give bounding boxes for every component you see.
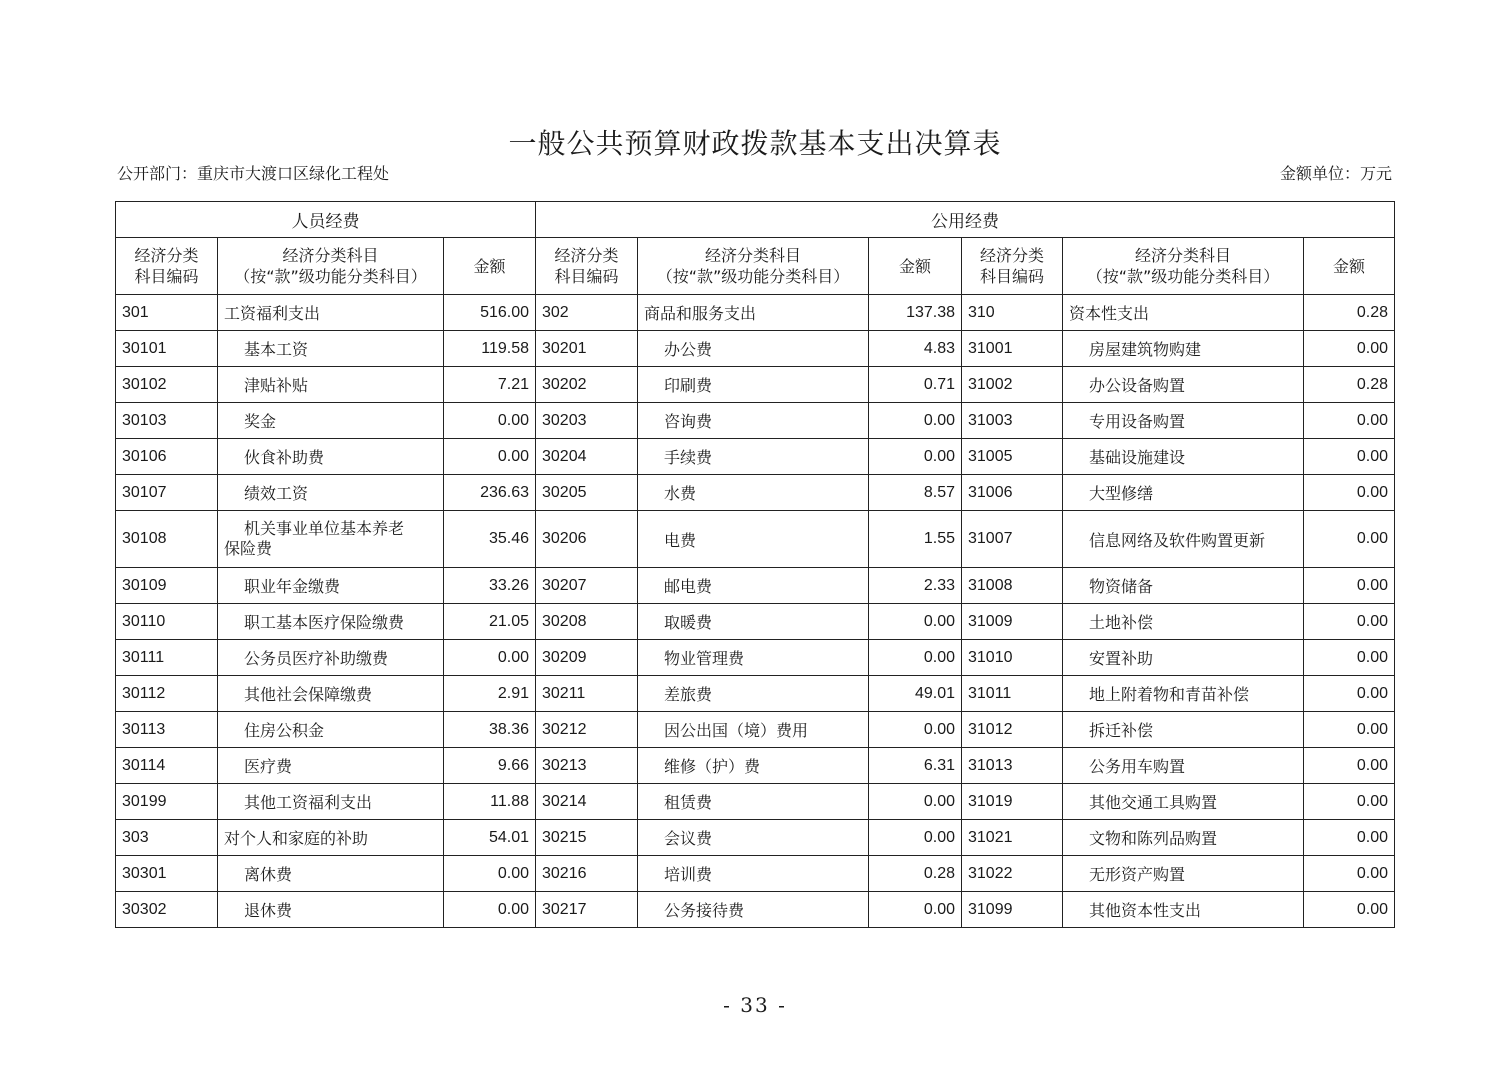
name-cell: 会议费 — [638, 820, 869, 856]
amount-cell: 0.00 — [1304, 784, 1395, 820]
name-cell: 其他社会保障缴费 — [218, 676, 444, 712]
name-cell: 津贴补贴 — [218, 367, 444, 403]
name-cell: 物资储备 — [1063, 568, 1304, 604]
table-row — [116, 748, 1395, 784]
name-cell: 文物和陈列品购置 — [1063, 820, 1304, 856]
code-cell: 31009 — [962, 604, 1063, 640]
group-personnel: 人员经费 — [116, 202, 536, 238]
name-cell: 房屋建筑物购建 — [1063, 331, 1304, 367]
name-cell: 手续费 — [638, 439, 869, 475]
amount-cell: 0.00 — [1304, 640, 1395, 676]
table-row — [116, 439, 1395, 475]
header-amount-3: 金额 — [1304, 238, 1395, 295]
amount-cell: 0.00 — [1304, 403, 1395, 439]
header-amount-2: 金额 — [869, 238, 962, 295]
amount-cell: 11.88 — [444, 784, 536, 820]
amount-cell: 0.71 — [869, 367, 962, 403]
amount-cell: 8.57 — [869, 475, 962, 511]
code-cell: 30101 — [116, 331, 218, 367]
name-cell: 工资福利支出 — [218, 295, 444, 331]
name-cell: 物业管理费 — [638, 640, 869, 676]
amount-cell: 1.55 — [869, 511, 962, 568]
department-label: 公开部门：重庆市大渡口区绿化工程处 — [117, 164, 390, 183]
table-row — [116, 892, 1395, 928]
amount-cell: 49.01 — [869, 676, 962, 712]
code-cell: 31002 — [962, 367, 1063, 403]
code-cell: 31010 — [962, 640, 1063, 676]
code-cell: 30110 — [116, 604, 218, 640]
code-cell: 31019 — [962, 784, 1063, 820]
name-cell: 职业年金缴费 — [218, 568, 444, 604]
name-cell: 差旅费 — [638, 676, 869, 712]
name-cell — [218, 511, 444, 568]
amount-cell: 0.28 — [1304, 367, 1395, 403]
amount-cell: 0.00 — [869, 403, 962, 439]
code-cell: 31011 — [962, 676, 1063, 712]
code-cell: 30103 — [116, 403, 218, 439]
table-row — [116, 820, 1395, 856]
name-cell: 公务接待费 — [638, 892, 869, 928]
code-cell: 30201 — [536, 331, 638, 367]
amount-cell: 0.00 — [869, 820, 962, 856]
name-cell: 公务用车购置 — [1063, 748, 1304, 784]
code-cell: 30301 — [116, 856, 218, 892]
name-cell: 资本性支出 — [1063, 295, 1304, 331]
code-cell: 30202 — [536, 367, 638, 403]
code-cell: 30302 — [116, 892, 218, 928]
header-amount-1: 金额 — [444, 238, 536, 295]
amount-cell: 6.31 — [869, 748, 962, 784]
header-code-2: 经济分类科目编码 — [536, 238, 638, 295]
name-cell: 租赁费 — [638, 784, 869, 820]
code-cell: 310 — [962, 295, 1063, 331]
name-cell: 水费 — [638, 475, 869, 511]
amount-cell: 0.00 — [1304, 892, 1395, 928]
name-cell: 办公费 — [638, 331, 869, 367]
name-cell: 邮电费 — [638, 568, 869, 604]
code-cell: 31022 — [962, 856, 1063, 892]
code-cell: 31006 — [962, 475, 1063, 511]
table-row — [116, 511, 1395, 568]
amount-cell: 0.00 — [869, 892, 962, 928]
amount-cell: 236.63 — [444, 475, 536, 511]
page-title: 一般公共预算财政拨款基本支出决算表 — [508, 127, 1002, 160]
header-name-3 — [1063, 238, 1304, 295]
amount-cell: 0.28 — [1304, 295, 1395, 331]
header-name-line2: （按“款”级功能分类科目） — [234, 267, 427, 286]
code-cell: 31008 — [962, 568, 1063, 604]
name-cell: 拆迁补偿 — [1063, 712, 1304, 748]
amount-cell: 0.00 — [1304, 511, 1395, 568]
amount-cell: 33.26 — [444, 568, 536, 604]
code-cell: 30204 — [536, 439, 638, 475]
code-cell: 302 — [536, 295, 638, 331]
header-name-line2: （按“款”级功能分类科目） — [656, 267, 850, 286]
table-row — [116, 604, 1395, 640]
code-cell: 30106 — [116, 439, 218, 475]
table-row — [116, 712, 1395, 748]
name-cell: 维修（护）费 — [638, 748, 869, 784]
name-cell: 对个人和家庭的补助 — [218, 820, 444, 856]
expenditure-table — [115, 201, 1395, 928]
name-cell: 公务员医疗补助缴费 — [218, 640, 444, 676]
code-cell: 31003 — [962, 403, 1063, 439]
code-cell: 31021 — [962, 820, 1063, 856]
code-cell: 30113 — [116, 712, 218, 748]
amount-cell: 0.00 — [1304, 676, 1395, 712]
name-cell: 专用设备购置 — [1063, 403, 1304, 439]
name-cell: 咨询费 — [638, 403, 869, 439]
code-cell: 30107 — [116, 475, 218, 511]
amount-cell: 7.21 — [444, 367, 536, 403]
table-row — [116, 331, 1395, 367]
code-cell: 31013 — [962, 748, 1063, 784]
code-cell: 31007 — [962, 511, 1063, 568]
code-cell: 30213 — [536, 748, 638, 784]
code-cell: 30216 — [536, 856, 638, 892]
code-cell: 30211 — [536, 676, 638, 712]
code-cell: 30206 — [536, 511, 638, 568]
code-cell: 30114 — [116, 748, 218, 784]
table-row — [116, 367, 1395, 403]
page-number: - 33 - — [723, 993, 787, 1017]
code-cell: 30215 — [536, 820, 638, 856]
amount-cell: 137.38 — [869, 295, 962, 331]
code-cell: 31099 — [962, 892, 1063, 928]
amount-cell: 0.00 — [1304, 748, 1395, 784]
header-name-line1: 经济分类科目 — [282, 246, 379, 265]
code-cell: 30207 — [536, 568, 638, 604]
name-cell: 培训费 — [638, 856, 869, 892]
unit-label: 金额单位：万元 — [1279, 164, 1392, 183]
table-row — [116, 403, 1395, 439]
name-cell: 绩效工资 — [218, 475, 444, 511]
amount-cell: 0.28 — [869, 856, 962, 892]
amount-cell: 0.00 — [869, 784, 962, 820]
amount-cell: 0.00 — [1304, 475, 1395, 511]
name-cell: 商品和服务支出 — [638, 295, 869, 331]
amount-cell: 35.46 — [444, 511, 536, 568]
code-cell: 30205 — [536, 475, 638, 511]
amount-cell: 0.00 — [1304, 712, 1395, 748]
amount-cell: 9.66 — [444, 748, 536, 784]
code-cell: 30209 — [536, 640, 638, 676]
name-cell: 取暖费 — [638, 604, 869, 640]
amount-cell: 38.36 — [444, 712, 536, 748]
table-row — [116, 475, 1395, 511]
name-cell: 其他交通工具购置 — [1063, 784, 1304, 820]
header-name-line2: （按“款”级功能分类科目） — [1086, 267, 1280, 286]
name-cell: 大型修缮 — [1063, 475, 1304, 511]
amount-cell: 0.00 — [444, 892, 536, 928]
amount-cell: 54.01 — [444, 820, 536, 856]
header-name-line1: 经济分类科目 — [704, 246, 801, 265]
amount-cell: 0.00 — [1304, 820, 1395, 856]
amount-cell: 2.91 — [444, 676, 536, 712]
code-cell: 30199 — [116, 784, 218, 820]
amount-cell: 4.83 — [869, 331, 962, 367]
code-cell: 30212 — [536, 712, 638, 748]
name-cell: 印刷费 — [638, 367, 869, 403]
amount-cell: 21.05 — [444, 604, 536, 640]
name-cell-line2: 保险费 — [224, 539, 273, 558]
amount-cell: 0.00 — [869, 439, 962, 475]
table-row — [116, 784, 1395, 820]
table-row — [116, 856, 1395, 892]
amount-cell: 0.00 — [869, 640, 962, 676]
amount-cell: 0.00 — [444, 640, 536, 676]
code-cell: 31001 — [962, 331, 1063, 367]
code-cell: 303 — [116, 820, 218, 856]
code-cell: 30217 — [536, 892, 638, 928]
code-cell: 30208 — [536, 604, 638, 640]
code-cell: 30214 — [536, 784, 638, 820]
table-row — [116, 295, 1395, 331]
amount-cell: 0.00 — [444, 856, 536, 892]
code-cell: 31012 — [962, 712, 1063, 748]
name-cell: 安置补助 — [1063, 640, 1304, 676]
amount-cell: 119.58 — [444, 331, 536, 367]
name-cell: 其他资本性支出 — [1063, 892, 1304, 928]
table-row — [116, 640, 1395, 676]
amount-cell: 0.00 — [444, 403, 536, 439]
code-cell: 30112 — [116, 676, 218, 712]
name-cell: 基础设施建设 — [1063, 439, 1304, 475]
name-cell: 退休费 — [218, 892, 444, 928]
name-cell: 电费 — [638, 511, 869, 568]
code-cell: 30109 — [116, 568, 218, 604]
amount-cell: 0.00 — [1304, 568, 1395, 604]
amount-cell: 0.00 — [1304, 331, 1395, 367]
name-cell: 住房公积金 — [218, 712, 444, 748]
name-cell: 基本工资 — [218, 331, 444, 367]
name-cell: 离休费 — [218, 856, 444, 892]
amount-cell: 516.00 — [444, 295, 536, 331]
name-cell: 无形资产购置 — [1063, 856, 1304, 892]
amount-cell: 0.00 — [444, 439, 536, 475]
amount-cell: 0.00 — [869, 712, 962, 748]
name-cell: 奖金 — [218, 403, 444, 439]
table-row — [116, 676, 1395, 712]
name-cell: 职工基本医疗保险缴费 — [218, 604, 444, 640]
name-cell: 其他工资福利支出 — [218, 784, 444, 820]
name-cell: 因公出国（境）费用 — [638, 712, 869, 748]
amount-cell: 0.00 — [1304, 604, 1395, 640]
code-cell: 301 — [116, 295, 218, 331]
group-public: 公用经费 — [536, 202, 1395, 238]
name-cell: 信息网络及软件购置更新 — [1063, 511, 1304, 568]
code-cell: 30102 — [116, 367, 218, 403]
code-cell: 30111 — [116, 640, 218, 676]
amount-cell: 2.33 — [869, 568, 962, 604]
header-name-1 — [218, 238, 444, 295]
amount-cell: 0.00 — [1304, 439, 1395, 475]
name-cell: 医疗费 — [218, 748, 444, 784]
name-cell: 伙食补助费 — [218, 439, 444, 475]
name-cell-line1: 机关事业单位基本养老 — [244, 519, 405, 538]
name-cell: 地上附着物和青苗补偿 — [1063, 676, 1304, 712]
name-cell: 办公设备购置 — [1063, 367, 1304, 403]
amount-cell: 0.00 — [869, 604, 962, 640]
header-name-2 — [638, 238, 869, 295]
code-cell: 30108 — [116, 511, 218, 568]
code-cell: 30203 — [536, 403, 638, 439]
header-code-1: 经济分类科目编码 — [116, 238, 218, 295]
code-cell: 31005 — [962, 439, 1063, 475]
header-code-3: 经济分类科目编码 — [962, 238, 1063, 295]
amount-cell: 0.00 — [1304, 856, 1395, 892]
header-name-line1: 经济分类科目 — [1134, 246, 1231, 265]
name-cell: 土地补偿 — [1063, 604, 1304, 640]
table-row — [116, 568, 1395, 604]
